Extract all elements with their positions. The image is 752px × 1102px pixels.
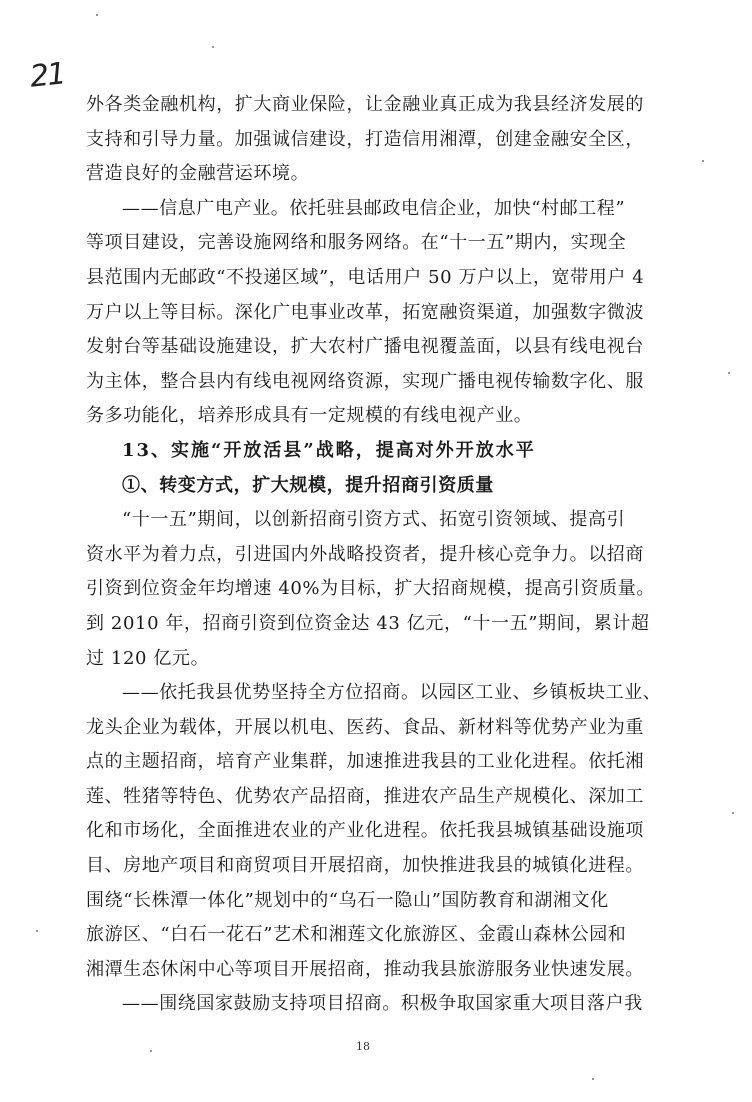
scan-speck bbox=[150, 1050, 152, 1052]
text-line: 围绕“长株潭一体化”规划中的“乌石一隐山”国防教育和湖湘文化 bbox=[86, 889, 609, 911]
text-line: 目、房地产项目和商贸项目开展招商，加快推进我县的城镇化进程。 bbox=[86, 855, 644, 877]
scan-speck bbox=[592, 1078, 594, 1080]
section-heading: 13、实施“开放活县”战略，提高对外开放水平 bbox=[122, 439, 536, 461]
text-line: 资水平为着力点，引进国内外战略投资者，提升核心竞争力。以招商 bbox=[86, 543, 644, 565]
page-number: 18 bbox=[356, 1040, 370, 1053]
scan-speck bbox=[96, 14, 98, 16]
text-line: 县范围内无邮政“不投递区域”，电话用户 50 万户以上，宽带用户 4 bbox=[86, 266, 645, 288]
text-line: 过 120 亿元。 bbox=[86, 647, 210, 669]
scan-speck bbox=[702, 160, 704, 162]
text-line: 支持和引导力量。加强诚信建设，打造信用湘潭，创建金融安全区， bbox=[86, 128, 644, 150]
paragraph-start: “十一五”期间，以创新招商引资方式、拓宽引资领域、提高引 bbox=[122, 509, 626, 531]
text-line: 化和市场化，全面推进农业的产业化进程。依托我县城镇基础设施项 bbox=[86, 820, 644, 842]
text-line: 外各类金融机构，扩大商业保险，让金融业真正成为我县经济发展的 bbox=[86, 94, 644, 115]
text-line: 点的主题招商，培育产业集群，加速推进我县的工业化进程。依托湘 bbox=[86, 751, 644, 773]
text-line: 发射台等基础设施建设，扩大农村广播电视覆盖面，以县有线电视台 bbox=[86, 336, 644, 358]
paragraph-start: ——依托我县优势坚持全方位招商。以园区工业、乡镇板块工业、 bbox=[122, 682, 662, 704]
text-line: 湘潭生态休闲中心等项目开展招商，推动我县旅游服务业快速发展。 bbox=[86, 958, 644, 980]
text-line: 为主体，整合县内有线电视网络资源，实现广播电视传输数字化、服 bbox=[86, 370, 644, 392]
paragraph-start: ——信息广电产业。依托驻县邮政电信企业，加快“村邮工程” bbox=[122, 197, 626, 219]
subsection-heading: ①、转变方式，扩大规模，提升招商引资质量 bbox=[122, 474, 494, 496]
text-line: 龙头企业为载体，开展以机电、医药、食品、新材料等优势产业为重 bbox=[86, 716, 644, 738]
text-line: 万户以上等目标。深化广电事业改革，拓宽融资渠道，加强数字微波 bbox=[86, 301, 644, 323]
text-line: 到 2010 年，招商引资到位资金达 43 亿元，“十一五”期间，累计超 bbox=[86, 612, 650, 634]
scan-speck bbox=[36, 930, 38, 932]
scan-speck bbox=[732, 812, 734, 814]
scan-speck bbox=[728, 372, 730, 374]
text-line: 务多功能化，培养形成具有一定规模的有线电视产业。 bbox=[86, 405, 533, 427]
text-line: 旅游区、“白石一花石”艺术和湘莲文化旅游区、金霞山森林公园和 bbox=[86, 924, 627, 946]
handwritten-page-mark: 21 bbox=[28, 56, 66, 95]
text-line: 等项目建设，完善设施网络和服务网络。在“十一五”期内，实现全 bbox=[86, 232, 627, 254]
body-text bbox=[86, 88, 686, 1022]
paragraph-start: ——围绕国家鼓励支持项目招商。积极争取国家重大项目落户我 bbox=[122, 993, 643, 1015]
text-line: 引资到位资金年均增速 40%为目标，扩大招商规模，提高引资质量。 bbox=[86, 578, 655, 600]
text-line: 莲、牲猪等特色、优势农产品招商，推进农产品生产规模化、深加工 bbox=[86, 785, 644, 807]
text-line: 营造良好的金融营运环境。 bbox=[86, 163, 310, 185]
scan-speck bbox=[212, 46, 214, 48]
